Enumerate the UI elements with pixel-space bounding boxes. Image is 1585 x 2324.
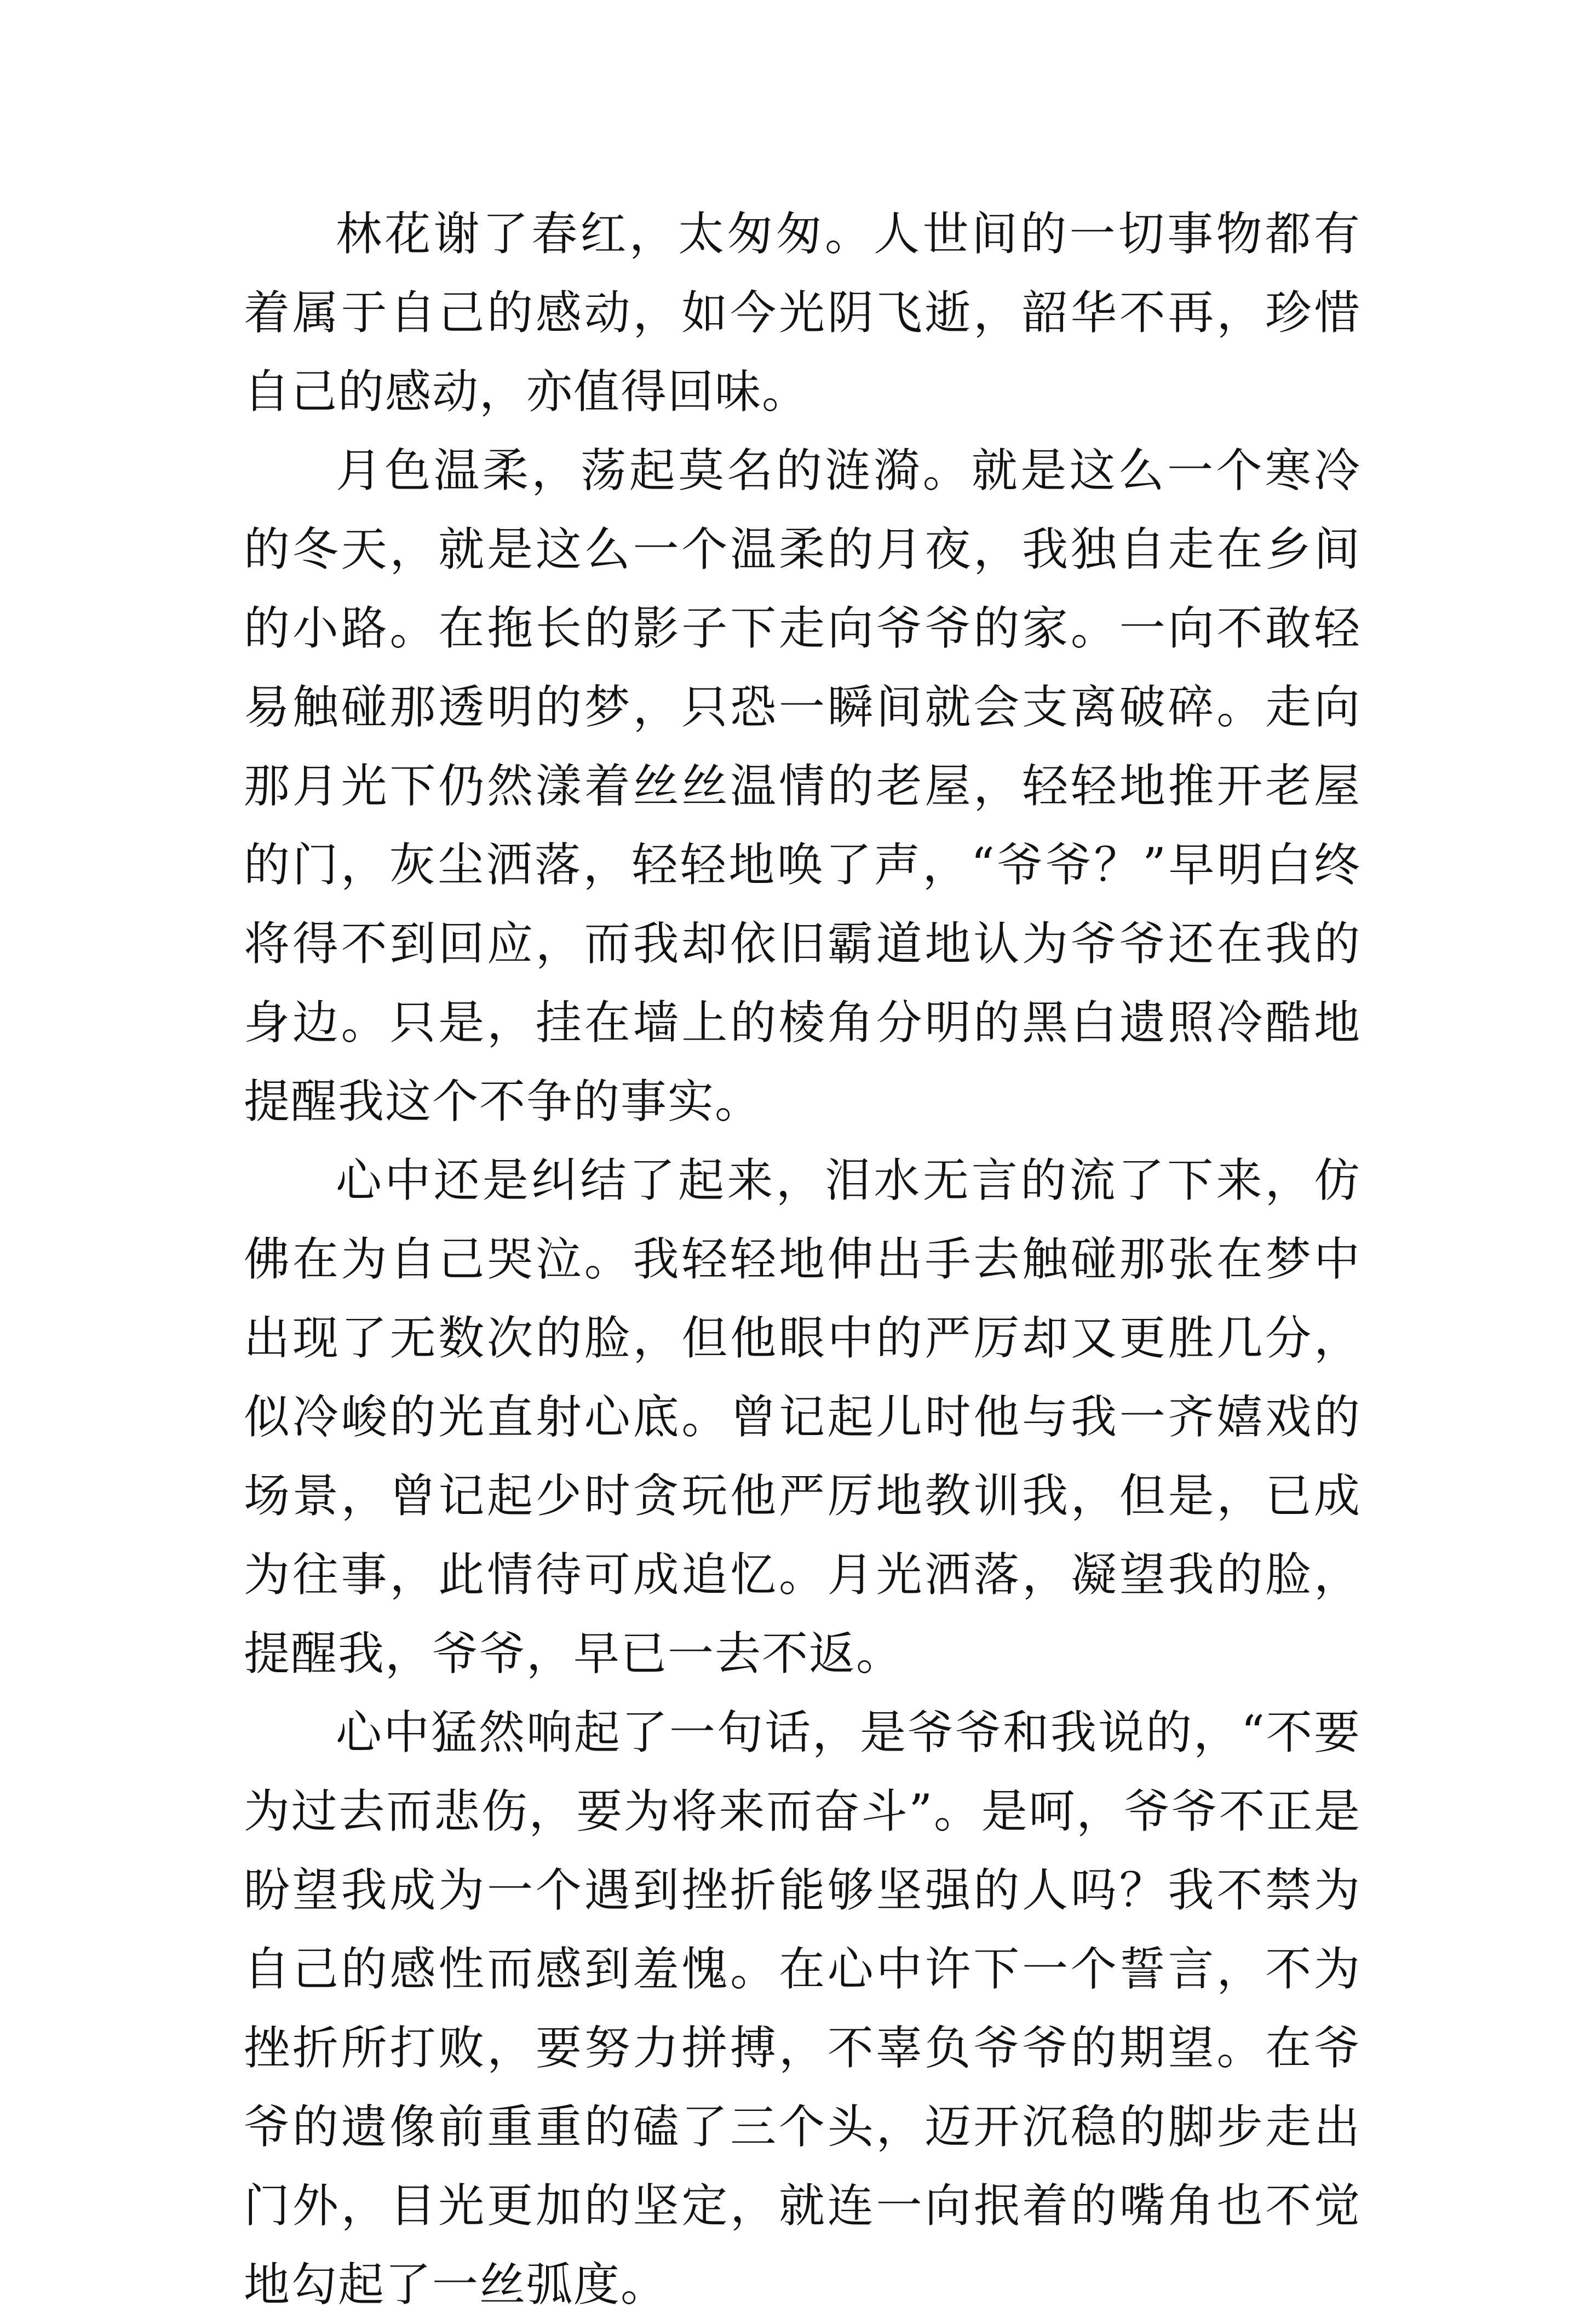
paragraph-1: 林花谢了春红，太匆匆。人世间的一切事物都有着属于自己的感动，如今光阴飞逝，韶华不再，珍惜自己的感动，亦值得回味。 — [244, 207, 1361, 418]
paragraph-2: 月色温柔，荡起莫名的涟漪。就是这么一个寒冷的冬天，就是这么一个温柔的月夜，我独自走在乡间的小路。在拖长的影子下走向爷爷的家。一向不敢轻易触碰那透明的梦，只恐一瞬间就会支离破碎。走向那月光下仍然漾着丝丝温情的老屋，轻轻地推开老屋的门，灰尘洒落，轻轻地唤了声，“爷爷？”早明白终将得不到回应，而我却依旧霸道地认为爷爷还在我的身边。只是，挂在墙上的棱角分明的黑白遗照冷酷地提醒我这个不争的事实。 — [244, 444, 1361, 1128]
paragraph-4: 心中猛然响起了一句话，是爷爷和我说的，“不要为过去而悲伤，要为将来而奋斗”。是呵，爷爷不正是盼望我成为一个遇到挫折能够坚强的人吗？我不禁为自己的感性而感到羞愧。在心中许下一个誓言，不为挫折所打败，要努力拼搏，不辜负爷爷的期望。在爷爷的遗像前重重的磕了三个头，迈开沉稳的脚步走出门外，目光更加的坚定，就连一向抿着的嘴角也不觉地勾起了一丝弧度。 — [244, 1706, 1361, 2311]
document-body — [244, 194, 1361, 2324]
paragraph-3: 心中还是纠结了起来，泪水无言的流了下来，仿佛在为自己哭泣。我轻轻地伸出手去触碰那张在梦中出现了无数次的脸，但他眼中的严厉却又更胜几分，似冷峻的光直射心底。曾记起儿时他与我一齐嬉戏的场景，曾记起少时贪玩他严厉地教训我，但是，已成为往事，此情待可成追忆。月光洒落，凝望我的脸，提醒我，爷爷，早已一去不返。 — [244, 1154, 1361, 1680]
